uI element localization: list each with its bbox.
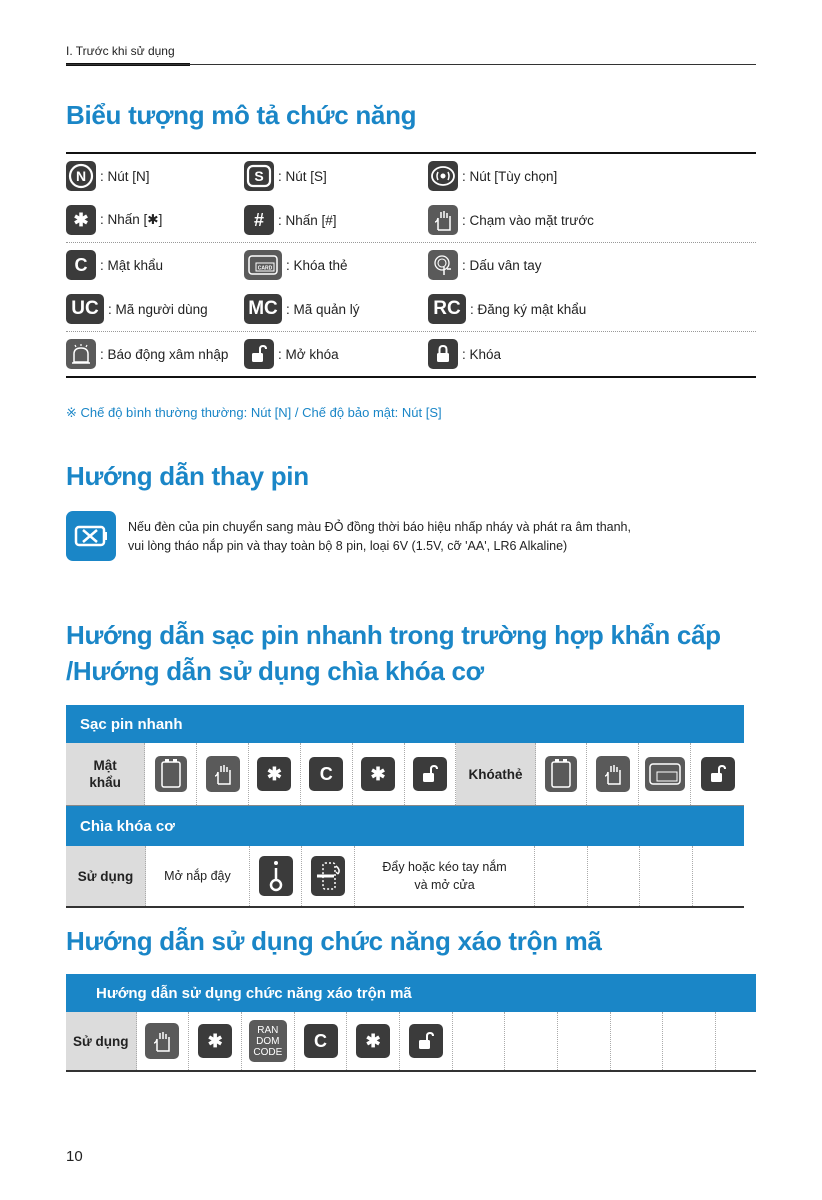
c-cell: [301, 743, 353, 805]
touch-cell: [197, 743, 249, 805]
mechanical-key-icon: [259, 856, 293, 896]
star-key-icon: ✱: [356, 1024, 390, 1058]
unlock-icon: [409, 1024, 443, 1058]
empty-cell: [588, 846, 640, 906]
table-bar: Sạc pin nhanh: [66, 705, 744, 743]
random-code-text: DOM: [256, 1035, 280, 1047]
star-key-icon: ✱: [198, 1024, 232, 1058]
legend-label: : Chạm vào mặt trước: [462, 212, 594, 228]
touch-cell: [587, 743, 639, 805]
unlock-cell: [405, 743, 457, 805]
svg-text:N: N: [75, 168, 87, 184]
empty-cell: [663, 1012, 716, 1070]
user-code-icon: UC: [66, 294, 104, 324]
s-button-icon: [244, 161, 274, 191]
legend-label: : Báo động xâm nhập: [100, 346, 229, 362]
legend-label: : Mật khẩu: [100, 257, 164, 273]
mode-note: ※ Chế độ bình thường thường: Nút [N] / Chế độ bảo mật: Nút [S]: [66, 405, 442, 420]
card-cell: [639, 743, 691, 805]
battery-9v-icon: [545, 756, 577, 792]
star-cell: [189, 1012, 242, 1070]
unlock-icon: [244, 339, 274, 369]
password-c-icon: C: [66, 250, 96, 280]
legend-label: : Nút [N]: [100, 168, 150, 184]
row-label: Sử dụng: [66, 1012, 137, 1070]
empty-cell: [716, 1012, 756, 1070]
empty-cell: [558, 1012, 611, 1070]
unlock-icon: [701, 757, 735, 791]
c-cell: [295, 1012, 348, 1070]
battery-warning-icon: [66, 511, 116, 561]
register-code-icon: RC: [428, 294, 466, 324]
legend-label: : Đăng ký mật khẩu: [470, 301, 587, 317]
empty-cell: [640, 846, 692, 906]
legend-label: : Mã người dùng: [108, 301, 208, 317]
row-label-text: khẩu: [89, 775, 121, 790]
touch-hand-icon: [596, 756, 630, 792]
battery-9v-cell: [536, 743, 588, 805]
touch-hand-icon: [145, 1023, 179, 1059]
unlock-cell: [400, 1012, 453, 1070]
password-c-icon: C: [309, 757, 343, 791]
table-row: [66, 743, 744, 806]
title-icons: Biểu tượng mô tả chức năng: [66, 100, 417, 130]
legend-label: : Nhấn [#]: [278, 212, 337, 228]
title-emergency: Hướng dẫn sạc pin nhanh trong trường hợp khẩn cấp: [66, 620, 721, 650]
master-code-icon: MC: [244, 294, 282, 324]
table-row: [66, 846, 744, 908]
legend-label: : Mã quản lý: [286, 301, 360, 317]
star-cell: [353, 743, 405, 805]
random-code-icon: [249, 1020, 287, 1062]
battery-text-line: Nếu đèn của pin chuyển sang màu ĐỎ đồng thời báo hiệu nhấp nháy và phát ra âm thanh,: [128, 520, 631, 534]
scramble-table: [66, 974, 756, 1072]
legend-row: [66, 243, 756, 287]
hash-key-icon: #: [244, 205, 274, 235]
empty-cell: [453, 1012, 506, 1070]
legend-label: : Nhấn [✱]: [100, 212, 163, 227]
battery-9v-icon: [155, 756, 187, 792]
row-label: [66, 743, 145, 805]
touch-hand-icon: [206, 756, 240, 792]
touch-hand-icon: [428, 205, 458, 235]
card-icon: [244, 250, 282, 280]
legend-label: : Dấu vân tay: [462, 257, 542, 273]
row-label: Sử dụng: [66, 846, 146, 906]
legend-label: : Khóa: [462, 346, 502, 362]
empty-cell: [505, 1012, 558, 1070]
touch-cell: [137, 1012, 190, 1070]
push-pull-cell: [355, 846, 536, 906]
handle-cell: [302, 846, 354, 906]
battery-text-line: vui lòng tháo nắp pin và thay toàn bộ 8 pin, loại 6V (1.5V, cỡ 'AA', LR6 Alkaline): [128, 539, 568, 553]
push-pull-text: Đẩy hoặc kéo tay nắm: [382, 860, 507, 874]
lock-icon: [428, 339, 458, 369]
emergency-table: [66, 705, 744, 908]
star-key-icon: ✱: [257, 757, 291, 791]
table-bar: Chìa khóa cơ: [66, 806, 744, 846]
key-cell: [250, 846, 302, 906]
random-code-text: RAN: [257, 1024, 279, 1036]
legend-label: : Mở khóa: [278, 346, 339, 362]
empty-cell: [611, 1012, 664, 1070]
star-cell: [347, 1012, 400, 1070]
legend-row: [66, 287, 756, 332]
n-button-icon: [66, 161, 96, 191]
legend-row: [66, 198, 756, 243]
legend-label: : Nút [Tùy chọn]: [462, 168, 558, 184]
random-code-text: CODE: [253, 1046, 283, 1058]
icon-legend: [66, 152, 756, 378]
title-scramble: Hướng dẫn sử dụng chức năng xáo trộn mã: [66, 926, 602, 956]
empty-cell: [535, 846, 587, 906]
page-number: 10: [66, 1148, 83, 1165]
legend-label: : Nút [S]: [278, 168, 327, 184]
row-label-text: Mật: [93, 758, 117, 773]
star-cell: [249, 743, 301, 805]
push-pull-text: và mở cửa: [414, 878, 475, 892]
unlock-cell: [691, 743, 744, 805]
battery-instructions: [128, 518, 631, 556]
intrusion-alarm-icon: [66, 339, 96, 369]
table-row: [66, 1012, 756, 1072]
legend-row: [66, 154, 756, 198]
battery-9v-cell: [145, 743, 197, 805]
title-emergency-2: /Hướng dẫn sử dụng chìa khóa cơ: [66, 656, 484, 686]
star-key-icon: ✱: [66, 205, 96, 235]
star-key-icon: ✱: [361, 757, 395, 791]
empty-cell: [693, 846, 744, 906]
option-button-icon: [428, 161, 458, 191]
random-code-cell: [242, 1012, 295, 1070]
svg-text:CARD: CARD: [257, 265, 273, 272]
legend-row: [66, 332, 756, 376]
door-handle-icon: [311, 856, 345, 896]
card-label-cell: Khóathẻ: [456, 743, 535, 805]
header-line: [66, 64, 756, 65]
unlock-icon: [413, 757, 447, 791]
legend-label: : Khóa thẻ: [286, 257, 348, 273]
svg-text:S: S: [254, 168, 264, 184]
table-bar: Hướng dẫn sử dụng chức năng xáo trộn mã: [66, 974, 756, 1012]
password-c-icon: C: [304, 1024, 338, 1058]
open-cover-cell: Mở nắp đậy: [146, 846, 250, 906]
fingerprint-icon: [428, 250, 458, 280]
title-battery: Hướng dẫn thay pin: [66, 461, 309, 491]
section-header: I. Trước khi sử dụng: [66, 44, 175, 58]
card-icon: [645, 757, 685, 791]
